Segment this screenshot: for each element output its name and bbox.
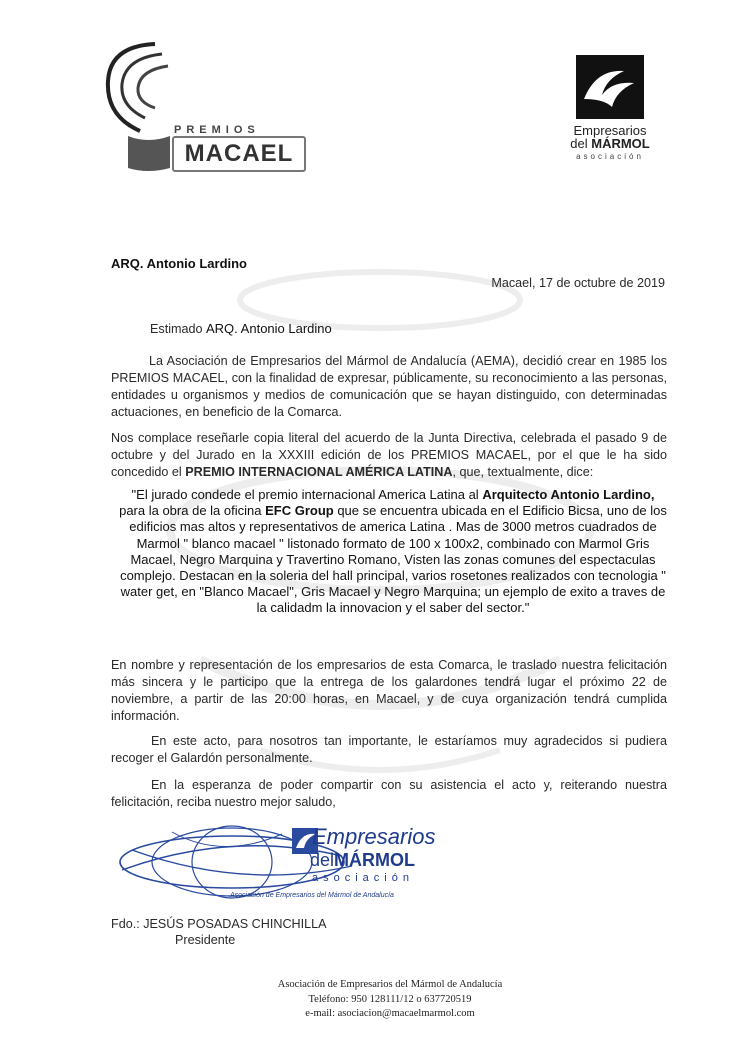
footer-phone: Teléfono: 950 128111/12 o 637720519	[308, 993, 472, 1005]
logo-asociacion: asociación	[576, 152, 644, 161]
footer	[240, 978, 540, 1022]
paragraph-despedida: En la esperanza de poder compartir con su asistencia el acto y, reiterando nuestra felicitación, reciba nuestro mejor saludo,	[111, 778, 667, 809]
greeting: Estimado ARQ. Antonio Lardino	[150, 321, 332, 336]
stamp-del-marmol: delMÁRMOL	[310, 850, 416, 870]
addressee: ARQ. Antonio Lardino	[111, 256, 247, 271]
premios-macael-logo	[100, 36, 315, 176]
logo-del-marmol: del MÁRMOL	[570, 136, 650, 151]
award-quote: "El jurado condede el premio internacional America Latina al Arquitecto Antonio Lardino, para la obra de la oficina EFC Group que se encuentra ubicada en el Edificio Bicsa, uno de los edificios mas altos y representativos de america Latina . Mas de 3000 metros cuadrados de Marmol " blanco macael " listonado formato de 100 x 100x2, combinado con Marmol Gris Macael, Negro Marquina y Travertino Romano, Visten las zonas comunes del espectaculas complejo. Destacan en la soleria del hall principal, varios rosetones realizados con tecnologia " water get, en "Blanco Macael", Gris Macael y Negro Marquina; un ejemplo de exito a traves de la calidadm la innovacion y el saber del sector."	[119, 487, 667, 616]
marmol-emblem-icon	[576, 55, 644, 119]
macael-label: MACAEL	[172, 136, 306, 172]
premios-label: PREMIOS	[174, 124, 260, 136]
footer-email: e-mail: asociacion@macaelmarmol.com	[305, 1008, 475, 1019]
association-stamp	[112, 820, 457, 910]
letter-date: Macael, 17 de octubre de 2019	[491, 276, 665, 290]
swirl-icon	[100, 36, 180, 176]
paragraph-acuerdo: Nos complace reseñarle copia literal del acuerdo de la Junta Directiva, celebrada el pasado 9 de octubre y del Jurado en la XXXIII edición de los PREMIOS MACAEL, por el que le ha sido concedido el PREMIO INTERNACIONAL AMÉRICA LATINA, que, textualmente, dice:	[111, 431, 667, 479]
footer-association: Asociación de Empresarios del Mármol de Andalucía	[277, 979, 503, 990]
stamp-asociacion: asociación	[312, 872, 414, 884]
paragraph-felicitacion: En nombre y representación de los empresarios de esta Comarca, le traslado nuestra felicitación más sincera y le participo que la entrega de los galardones tendrá lugar el próximo 22 de noviembre, a partir de las 20:00 horas, en Macael, y de cuya organización tendrá cumplida información.	[111, 658, 667, 723]
empresarios-marmol-logo	[560, 55, 660, 180]
signatory-title: Presidente	[175, 933, 236, 947]
paragraph-acto: En este acto, para nosotros tan importante, le estaríamos muy agradecidos si pudiera recoger el Galardón personalmente.	[111, 734, 667, 765]
logo-empresarios: Empresarios	[573, 123, 647, 138]
stamp-subtitle: Asociación de Empresarios del Mármol de Andalucía	[230, 892, 394, 899]
stamp-empresarios: Empresarios	[312, 824, 436, 849]
paragraph-intro: La Asociación de Empresarios del Mármol de Andalucía (AEMA), decidió crear en 1985 los PREMIOS MACAEL, con la finalidad de expresar, públicamente, su reconocimiento a las personas, entidades u organismos y medios de comunicación que se hayan distinguido, con determinadas actuaciones, en beneficio de la Comarca.	[111, 354, 667, 419]
signatory-name: Fdo.: JESÚS POSADAS CHINCHILLA	[111, 917, 327, 931]
